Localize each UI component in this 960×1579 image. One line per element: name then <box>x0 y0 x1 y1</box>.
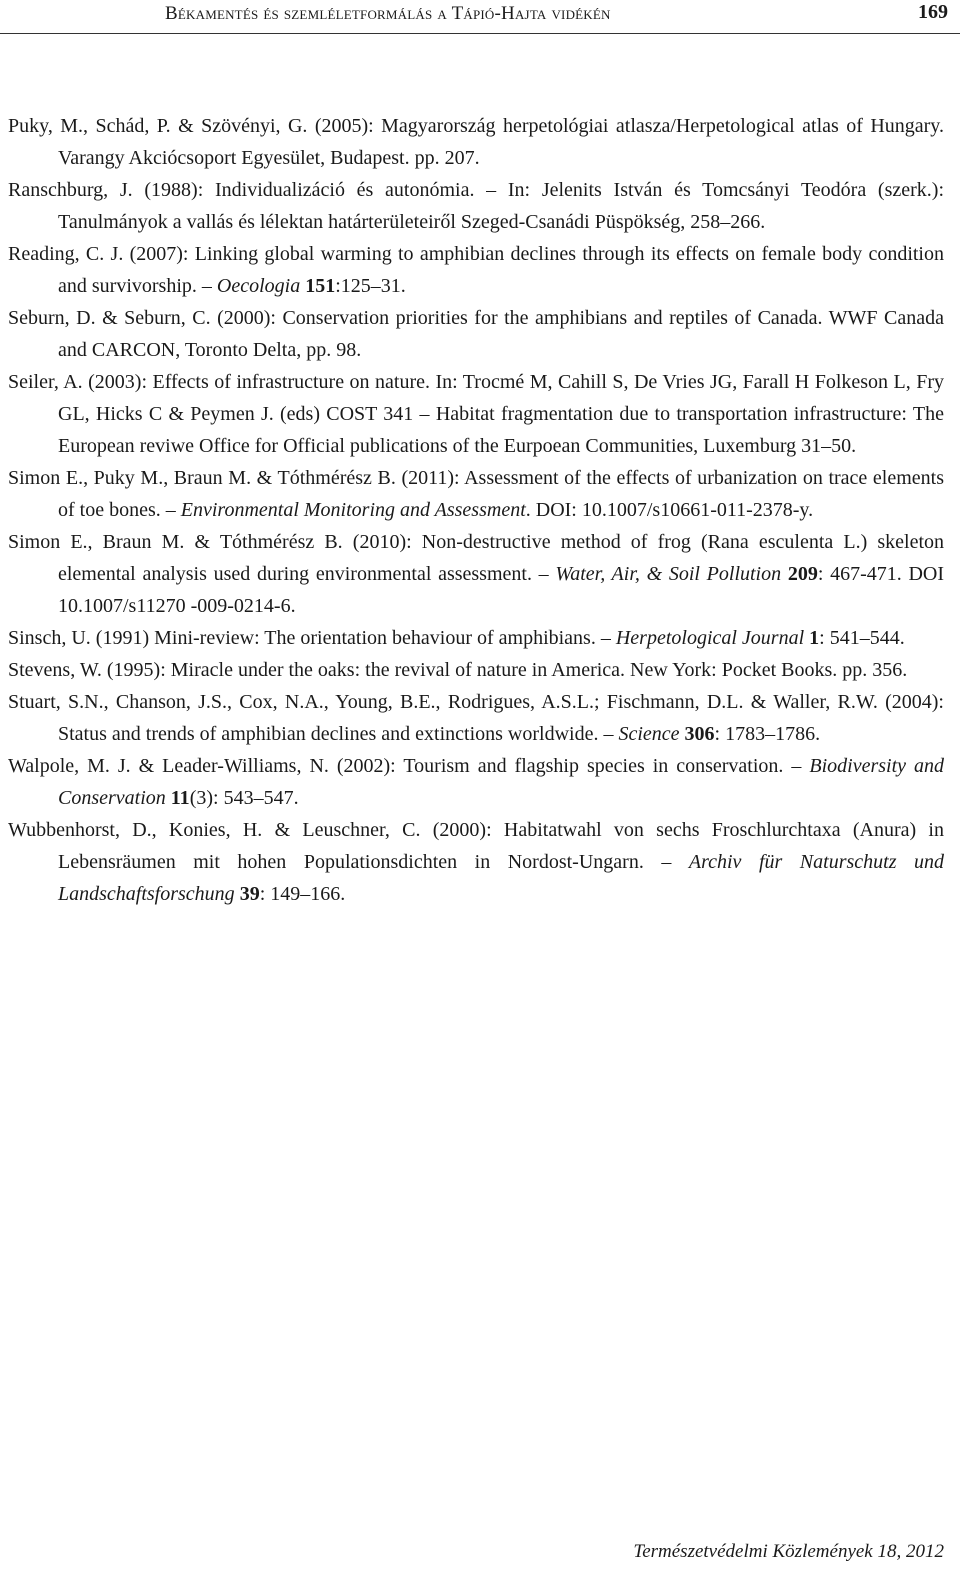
reference-text: Wubbenhorst, D., Konies, H. & Leuschner, C. (2000): Habitatwahl von sechs Froschlurchtaxa (Anura) in Lebensräumen mit hohen Populationsdichten in Nordost-Ungarn. – <box>8 819 944 873</box>
reference-volume: 39 <box>239 883 260 905</box>
reference-journal: Environmental Monitoring and Assessment <box>180 499 526 521</box>
reference-volume: 1 <box>809 627 820 649</box>
reference-volume: 11 <box>170 787 190 809</box>
reference-entry <box>8 174 944 238</box>
header-rule <box>0 33 960 34</box>
reference-text: Seburn, D. & Seburn, C. (2000): Conservation priorities for the amphibians and reptiles of Canada. WWF Canada and CARCON, Toronto Delta, pp. 98. <box>8 307 944 361</box>
reference-entry <box>8 814 944 910</box>
reference-journal: Biodiversity and Conservation <box>58 755 945 809</box>
reference-entry <box>8 302 944 366</box>
reference-text: Sinsch, U. (1991) Mini-review: The orientation behaviour of amphibians. – <box>8 627 616 649</box>
journal-footer: Természetvédelmi Közlemények 18, 2012 <box>633 1541 944 1562</box>
reference-text: : 541–544. <box>819 627 905 649</box>
reference-text: (3): 543–547. <box>189 787 299 809</box>
running-title: Békamentés és szemléletformálás a Tápió-Hajta vidékén <box>165 3 611 24</box>
page-header <box>0 0 960 36</box>
reference-volume: 151 <box>305 275 336 297</box>
reference-journal: Oecologia <box>216 275 301 297</box>
reference-text: : 1783–1786. <box>714 723 821 745</box>
reference-entry <box>8 238 944 302</box>
reference-text <box>781 563 788 585</box>
reference-volume: 209 <box>787 563 818 585</box>
reference-entry <box>8 622 944 654</box>
reference-entry <box>8 654 944 686</box>
reference-entry <box>8 750 944 814</box>
reference-entry <box>8 526 944 622</box>
reference-text: : 149–166. <box>259 883 346 905</box>
reference-text: Simon E., Braun M. & Tóthmérész B. (2010): Non-destructive method of frog (Rana esculenta L.) skeleton elemental analysis used during environmental assessment. – <box>8 531 944 585</box>
reference-text: Simon E., Puky M., Braun M. & Tóthmérész B. (2011): Assessment of the effects of urbanization on trace elements of toe bones. – <box>8 467 944 521</box>
reference-entry <box>8 110 944 174</box>
reference-journal: Herpetological Journal <box>615 627 805 649</box>
reference-entry <box>8 366 944 462</box>
reference-entry <box>8 462 944 526</box>
reference-journal: Archiv für Naturschutz und Landschaftsforschung <box>58 851 944 905</box>
reference-text: Ranschburg, J. (1988): Individualizáció és autonómia. – In: Jelenits István és Tomcsányi Teodóra (szerk.): Tanulmányok a vallás és lélektan határterületeiről Szeged-Csanádi Püspökség, 258–266. <box>8 179 944 233</box>
reference-text: Walpole, M. J. & Leader-Williams, N. (2002): Tourism and flagship species in conservation. – <box>8 755 810 777</box>
reference-volume: 306 <box>684 723 715 745</box>
reference-text: Reading, C. J. (2007): Linking global warming to amphibian declines through its effects on female body condition and survivorship. – <box>8 243 944 297</box>
reference-list <box>8 110 944 910</box>
reference-text: . DOI: 10.1007/s10661-011-2378-y. <box>525 499 814 521</box>
reference-journal: Water, Air, & Soil Pollution <box>555 563 782 585</box>
reference-text: : 467-471. DOI 10.1007/s11270 -009-0214-6. <box>58 563 945 617</box>
reference-text: Stuart, S.N., Chanson, J.S., Cox, N.A., Young, B.E., Rodrigues, A.S.L.; Fischmann, D.L. & Waller, R.W. (2004): Status and trends of amphibian declines and extinctions worldwide. – <box>8 691 944 745</box>
reference-text: Stevens, W. (1995): Miracle under the oaks: the revival of nature in America. New York: Pocket Books. pp. 356. <box>8 659 908 681</box>
reference-text: Seiler, A. (2003): Effects of infrastructure on nature. In: Trocmé M, Cahill S, De Vries JG, Farall H Folkeson L, Fry GL, Hicks C & Peymen J. (eds) COST 341 – Habitat fragmentation due to transportation infrastructure: The European reviwe Office for Official publications of the Eurpoean Communities, Luxemburg 31–50. <box>8 371 944 457</box>
reference-entry <box>8 686 944 750</box>
page-number: 169 <box>918 1 948 23</box>
reference-text: Puky, M., Schád, P. & Szövényi, G. (2005): Magyarország herpetológiai atlasza/Herpetological atlas of Hungary. Varangy Akciócsoport Egyesület, Budapest. pp. 207. <box>8 115 944 169</box>
reference-text: :125–31. <box>335 275 406 297</box>
reference-journal: Science <box>618 723 680 745</box>
